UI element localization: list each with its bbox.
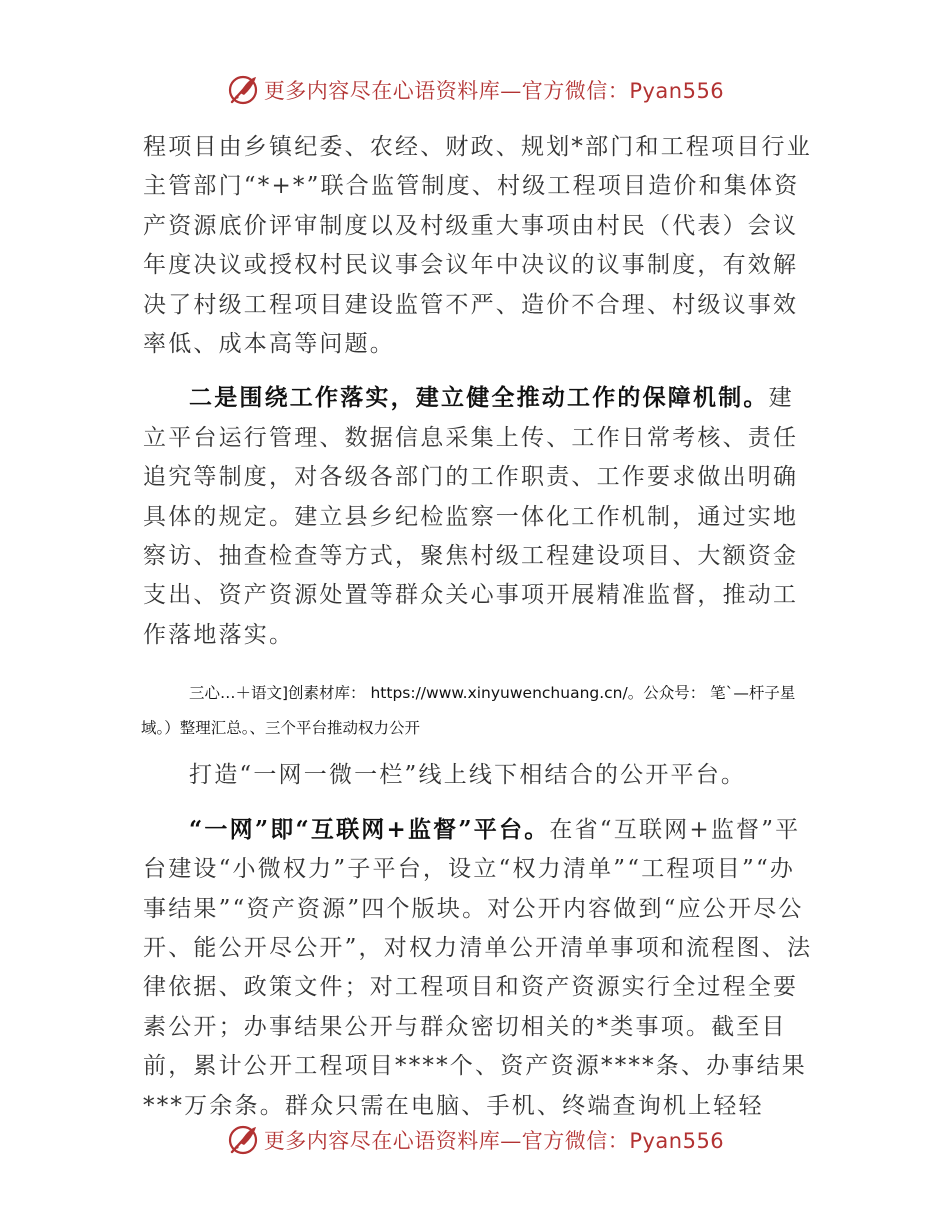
header-banner [0, 70, 950, 110]
paragraph-4 [143, 810, 813, 1126]
paragraph-4-body: 在省“互联网+监督”平台建设“小微权力”子平台，设立“权力清单”“工程项目”“办事结果”“资产资源”四个版块。对公开内容做到“应公开尽公开、能公开尽公开”，对权力清单公开清单事项和流程图、法律依据、政策文件；对工程项目和资产资源实行全过程全要素公开；办事结果公开与群众密切相关的*类事项。截至目前，累计公开工程项目****个、资产资源****条、办事结果***万余条。群众只需在电脑、手机、终端查询机上轻轻 [143, 816, 813, 1119]
paragraph-2 [143, 378, 813, 655]
banner-text: 更多内容尽在心语资料库—官方微信：Pyan556 [263, 79, 725, 103]
banner-wechat-id: Pyan556 [629, 79, 725, 103]
feather-pen-logo-icon [226, 1123, 260, 1157]
paragraph-3: 打造“一网一微一栏”线上线下相结合的公开平台。 [189, 762, 747, 789]
source-note-line-2: 域。）整理汇总。、三个平台推动权力公开 [141, 719, 421, 738]
paragraph-2-body: 建立平台运行管理、数据信息采集上传、工作日常考核、责任追究等制度，对各级各部门的工作职责、工作要求做出明确具体的规定。建立县乡纪检监察一体化工作机制，通过实地察访、抽查检查等方式，聚焦村级工程建设项目、大额资金支出、资产资源处置等群众关心事项开展精准监督，推动工作落地落实。 [143, 385, 799, 648]
document-body [143, 128, 813, 1126]
banner-wechat-id: Pyan556 [629, 1129, 725, 1153]
paragraph-1: 程项目由乡镇纪委、农经、财政、规划*部门和工程项目行业主管部门“*+*”联合监管制度、村级工程项目造价和集体资产资源底价评审制度以及村级重大事项由村民（代表）会议年度决议或授权村民议事会议年中决议的议事制度，有效解决了村级工程项目建设监管不严、造价不合理、村级议事效率低、成本高等问题。 [143, 134, 812, 358]
footer-banner [0, 1120, 950, 1160]
feather-pen-logo-icon [226, 73, 260, 107]
banner-text: 更多内容尽在心语资料库—官方微信：Pyan556 [263, 1129, 725, 1153]
source-note-line-1: 三心…＋语文]创素材库： https://www.xinyuwenchuang.cn/。公众号： 笔`—杆子星 [189, 684, 796, 703]
paragraph-4-heading: “一网”即“互联网+监督”平台。 [189, 815, 550, 843]
paragraph-2-heading: 二是围绕工作落实，建立健全推动工作的保障机制。 [189, 384, 769, 412]
